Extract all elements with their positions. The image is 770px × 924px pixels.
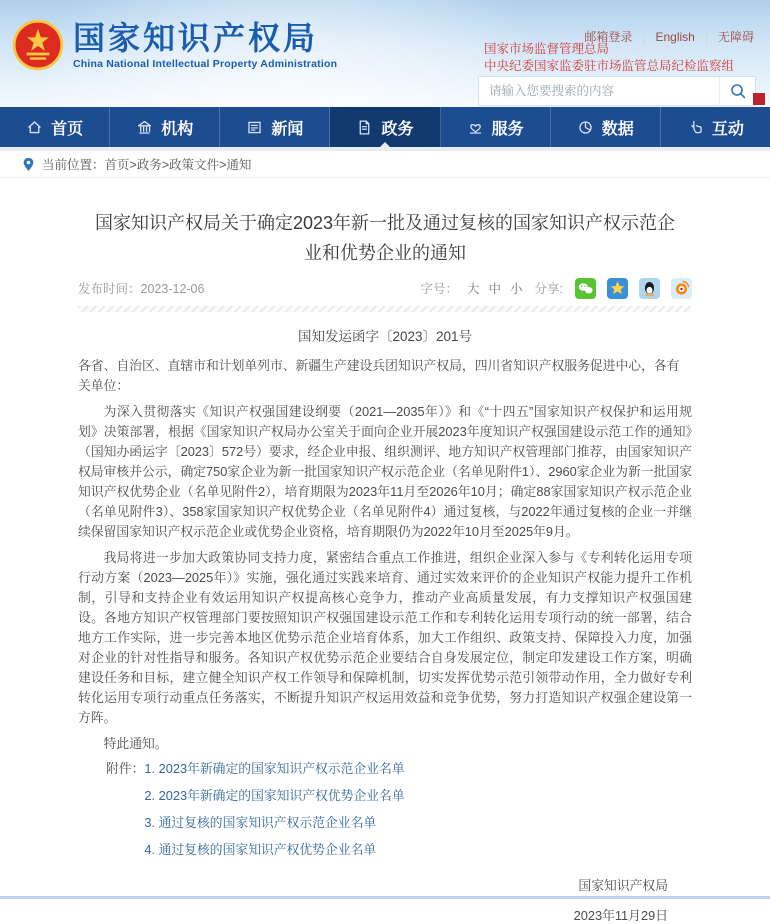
page-title: 国家知识产权局关于确定2023年新一批及通过复核的国家知识产权示范企业和优势企业的通知 [94,213,676,263]
nav-tab-government-affairs[interactable] [330,107,440,147]
gov-doc-icon [356,119,373,136]
institution-icon [136,119,153,136]
interact-hand-icon [687,119,704,136]
wechat-share-icon[interactable] [575,278,596,299]
article [0,178,770,923]
weibo-share-icon[interactable] [671,278,692,299]
salutation: 各省、自治区、直辖市和计划单列市、新疆生产建设兵团知识产权局，四川省知识产权服务促进中心，各有关单位： [78,358,680,393]
attachments-list [144,759,404,860]
search-icon [730,83,746,99]
share-label: 分享: [534,282,563,296]
meta-right [420,278,692,299]
search-input[interactable] [479,84,719,98]
article-meta-row [78,277,692,299]
hatched-divider [78,306,692,312]
nav-tab-label: 服务 [491,120,524,138]
attachment-link-2[interactable]: 2. 2023年新确定的国家知识产权优势企业名单 [144,788,405,803]
separator: | [642,30,646,44]
publish-label: 发布时间： [78,282,141,296]
nav-tab-news[interactable] [220,107,330,147]
nav-tab-label: 首页 [51,120,84,138]
nav-tab-institution[interactable] [110,107,220,147]
font-size-label: 字号： [420,282,458,296]
nav-tab-label: 互动 [711,120,744,138]
closing-line: 特此通知。 [103,736,168,751]
site-search [478,76,756,106]
red-accent-strip [753,93,765,105]
nav-tab-service[interactable] [441,107,551,147]
body-paragraph-2: 我局将进一步加大政策协同支持力度，紧密结合重点工作推进，组织企业深入参与《专利转化运用专项行动方案（2023—2025年）》实施，强化通过实践来培育、通过实效来评价的企业知识产权能力提升工作机制，引导和支持企业有效运用知识产权提高核心竞争力，推动产业高质量发展，有力支撑知识产权强国建设。各地方知识产权管理部门要按照知识产权强国建设示范工作和专利转化运用专项行动的统一部署，结合地方工作实际，进一步完善本地区优势示范企业培育体系，加大工作组织、政策支持、保障投入力度，加强对企业的针对性指导和服务。各知识产权优势示范企业要结合自身发展定位，制定印发建设工作方案，明确建设任务和目标，建立健全知识产权工作领导和保障机制，切实发挥优势示范引领带动作用，全力做好专利转化运用专项行动重点任务落实，不断提升知识产权运用效益和竞争优势，努力打造知识产权强企建设第一方阵。 [78,550,692,725]
related-agency-link-1[interactable]: 国家市场监督管理总局 [484,42,610,56]
mailbox-login-link[interactable]: 邮箱登录 [584,30,633,44]
breadcrumb-label: 当前位置： [42,158,105,172]
nav-tab-label: 政务 [381,120,414,138]
nav-tab-label: 新闻 [271,120,304,138]
related-agency-link-2[interactable]: 中央纪委国家监委驻市场监管总局纪检监察组 [484,59,735,73]
agency-name-en: China National Intellectual Property Administration [73,57,338,70]
attachments-block [106,759,692,860]
attachment-link-3[interactable]: 3. 通过复核的国家知识产权示范企业名单 [144,815,377,830]
signature-agency: 国家知识产权局 [578,878,668,893]
home-icon [26,119,43,136]
main-nav [0,107,770,147]
signature-date: 2023年11月29日 [573,908,668,923]
font-size-large[interactable]: 大 [466,282,480,296]
publish-date: 2023-12-06 [140,282,205,296]
publish-time [78,279,204,297]
share-icons [575,278,692,299]
location-pin-icon [22,157,35,172]
footer-top-border [0,896,770,899]
attachment-link-1[interactable]: 1. 2023年新确定的国家知识产权示范企业名单 [144,761,405,776]
nav-tab-interaction[interactable] [661,107,770,147]
accessibility-link[interactable]: 无障碍 [717,30,754,44]
font-size-control [420,279,522,297]
qq-share-icon[interactable] [639,278,660,299]
font-size-medium[interactable]: 中 [488,282,501,296]
english-link[interactable]: English [655,30,695,44]
news-icon [246,119,263,136]
separator: | [704,30,708,44]
qzone-share-icon[interactable] [607,278,628,299]
breadcrumb [0,151,770,178]
agency-title-block [73,21,337,70]
attachment-link-4[interactable]: 4. 通过复核的国家知识产权优势企业名单 [144,842,377,857]
font-size-small[interactable]: 小 [510,282,523,296]
nav-tab-label: 机构 [161,120,194,138]
search-button[interactable] [719,77,755,105]
agency-logo[interactable] [12,19,337,71]
attachments-label: 附件： [106,761,145,776]
national-emblem-icon [12,19,64,71]
site-header [0,0,770,107]
body-paragraph-1: 为深入贯彻落实《知识产权强国建设纲要（2021—2035年）》和《“十四五”国家知识产权保护和运用规划》决策部署，根据《国家知识产权局办公室关于面向企业开展2023年度知识产权强国建设示范工作的通知》（国知办函运字〔2023〕572号）要求，经企业申报、组织测评、地方知识产权管理部门推荐，由国家知识产权局审核并公示，确定750家企业为新一批国家知识产权示范企业（名单见附件1）、2960家企业为新一批国家知识产权优势企业（名单见附件2），培育期限为2023年11月至2026年10月；确定88家国家知识产权示范企业（名单见附件3）、358家国家知识产权优势企业（名单见附件4）通过复核，与2022年通过复核的企业一并继续保留国家知识产权示范企业或优势企业资格，培育期限仍为2022年10月至2025年9月。 [78,404,692,539]
agency-name-cn: 国家知识产权局 [73,19,319,56]
nav-tab-label: 数据 [601,120,634,138]
nav-tab-home[interactable] [0,107,110,147]
service-icon [467,119,484,136]
data-pie-icon [577,119,594,136]
breadcrumb-path[interactable]: 首页>政务>政策文件>通知 [104,158,252,172]
related-agency-links [484,41,734,75]
nav-tab-data[interactable] [551,107,661,147]
document-number: 国知发运函字〔2023〕201号 [297,329,473,344]
